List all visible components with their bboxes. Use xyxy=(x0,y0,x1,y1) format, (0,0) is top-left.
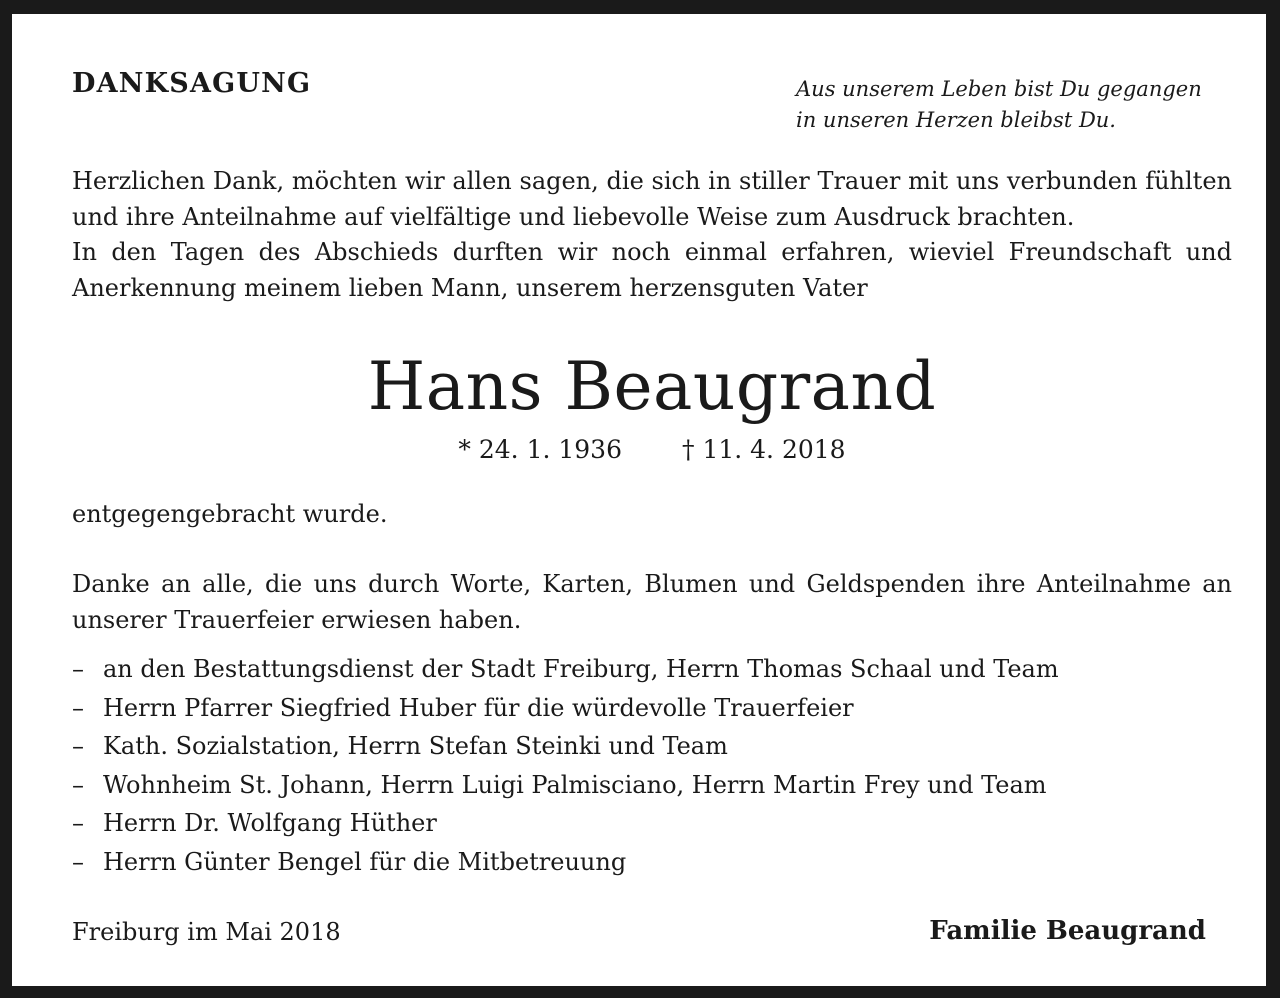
list-item-text: Wohnheim St. Johann, Herrn Luigi Palmisciano, Herrn Martin Frey und Team xyxy=(103,770,1047,799)
dash-marker: – xyxy=(72,693,84,722)
notice-heading: DANKSAGUNG xyxy=(72,68,312,99)
continuation-text: entgegengebracht wurde. xyxy=(72,500,388,528)
birth-date: * 24. 1. 1936 xyxy=(458,435,622,464)
motto-line-1: Aus unserem Leben bist Du gegangen xyxy=(796,77,1202,101)
dash-marker: – xyxy=(72,655,84,683)
list-item xyxy=(72,804,1059,843)
intro-paragraph-1: Herzlichen Dank, möchten wir allen sagen, die sich in stiller Trauer mit uns verbunden fühlten und ihre Anteilnahme auf vielfältige und liebevolle Weise zum Ausdruck brachten. xyxy=(72,167,1232,231)
list-item xyxy=(72,650,1059,689)
intro-paragraph-2: In den Tagen des Abschieds durften wir noch einmal erfahren, wieviel Freundschaft und Anerkennung meinem lieben Mann, unserem herzensguten Vater xyxy=(72,238,1232,302)
list-item xyxy=(72,766,1059,805)
dash-marker: – xyxy=(72,809,84,837)
dash-marker: – xyxy=(72,847,84,876)
dash-marker: – xyxy=(72,732,84,760)
deceased-name: Hans Beaugrand xyxy=(367,348,937,425)
thanks-list xyxy=(72,650,1059,881)
life-dates xyxy=(12,432,1280,468)
motto-line-2: in unseren Herzen bleibst Du. xyxy=(796,108,1116,132)
death-date: † 11. 4. 2018 xyxy=(682,435,846,464)
list-item-text: Herrn Günter Bengel für die Mitbetreuung xyxy=(103,847,627,876)
family-signature: Familie Beaugrand xyxy=(929,916,1206,946)
list-item-text: Herrn Dr. Wolfgang Hüther xyxy=(103,809,437,837)
list-item xyxy=(72,727,1059,766)
intro-text xyxy=(72,164,1232,306)
thanks-text: Danke an alle, die uns durch Worte, Karten, Blumen und Geldspenden ihre Anteilnahme an unserer Trauerfeier erwiesen haben. xyxy=(72,570,1232,634)
list-item-text: Herrn Pfarrer Siegfried Huber für die würdevolle Trauerfeier xyxy=(103,693,854,722)
motto xyxy=(796,74,1202,136)
list-item xyxy=(72,689,1059,728)
dash-marker: – xyxy=(72,770,84,799)
list-item-text: an den Bestattungsdienst der Stadt Freiburg, Herrn Thomas Schaal und Team xyxy=(103,655,1059,683)
list-item xyxy=(72,843,1059,882)
place-date: Freiburg im Mai 2018 xyxy=(72,918,341,946)
list-item-text: Kath. Sozialstation, Herrn Stefan Steinki und Team xyxy=(103,732,728,760)
